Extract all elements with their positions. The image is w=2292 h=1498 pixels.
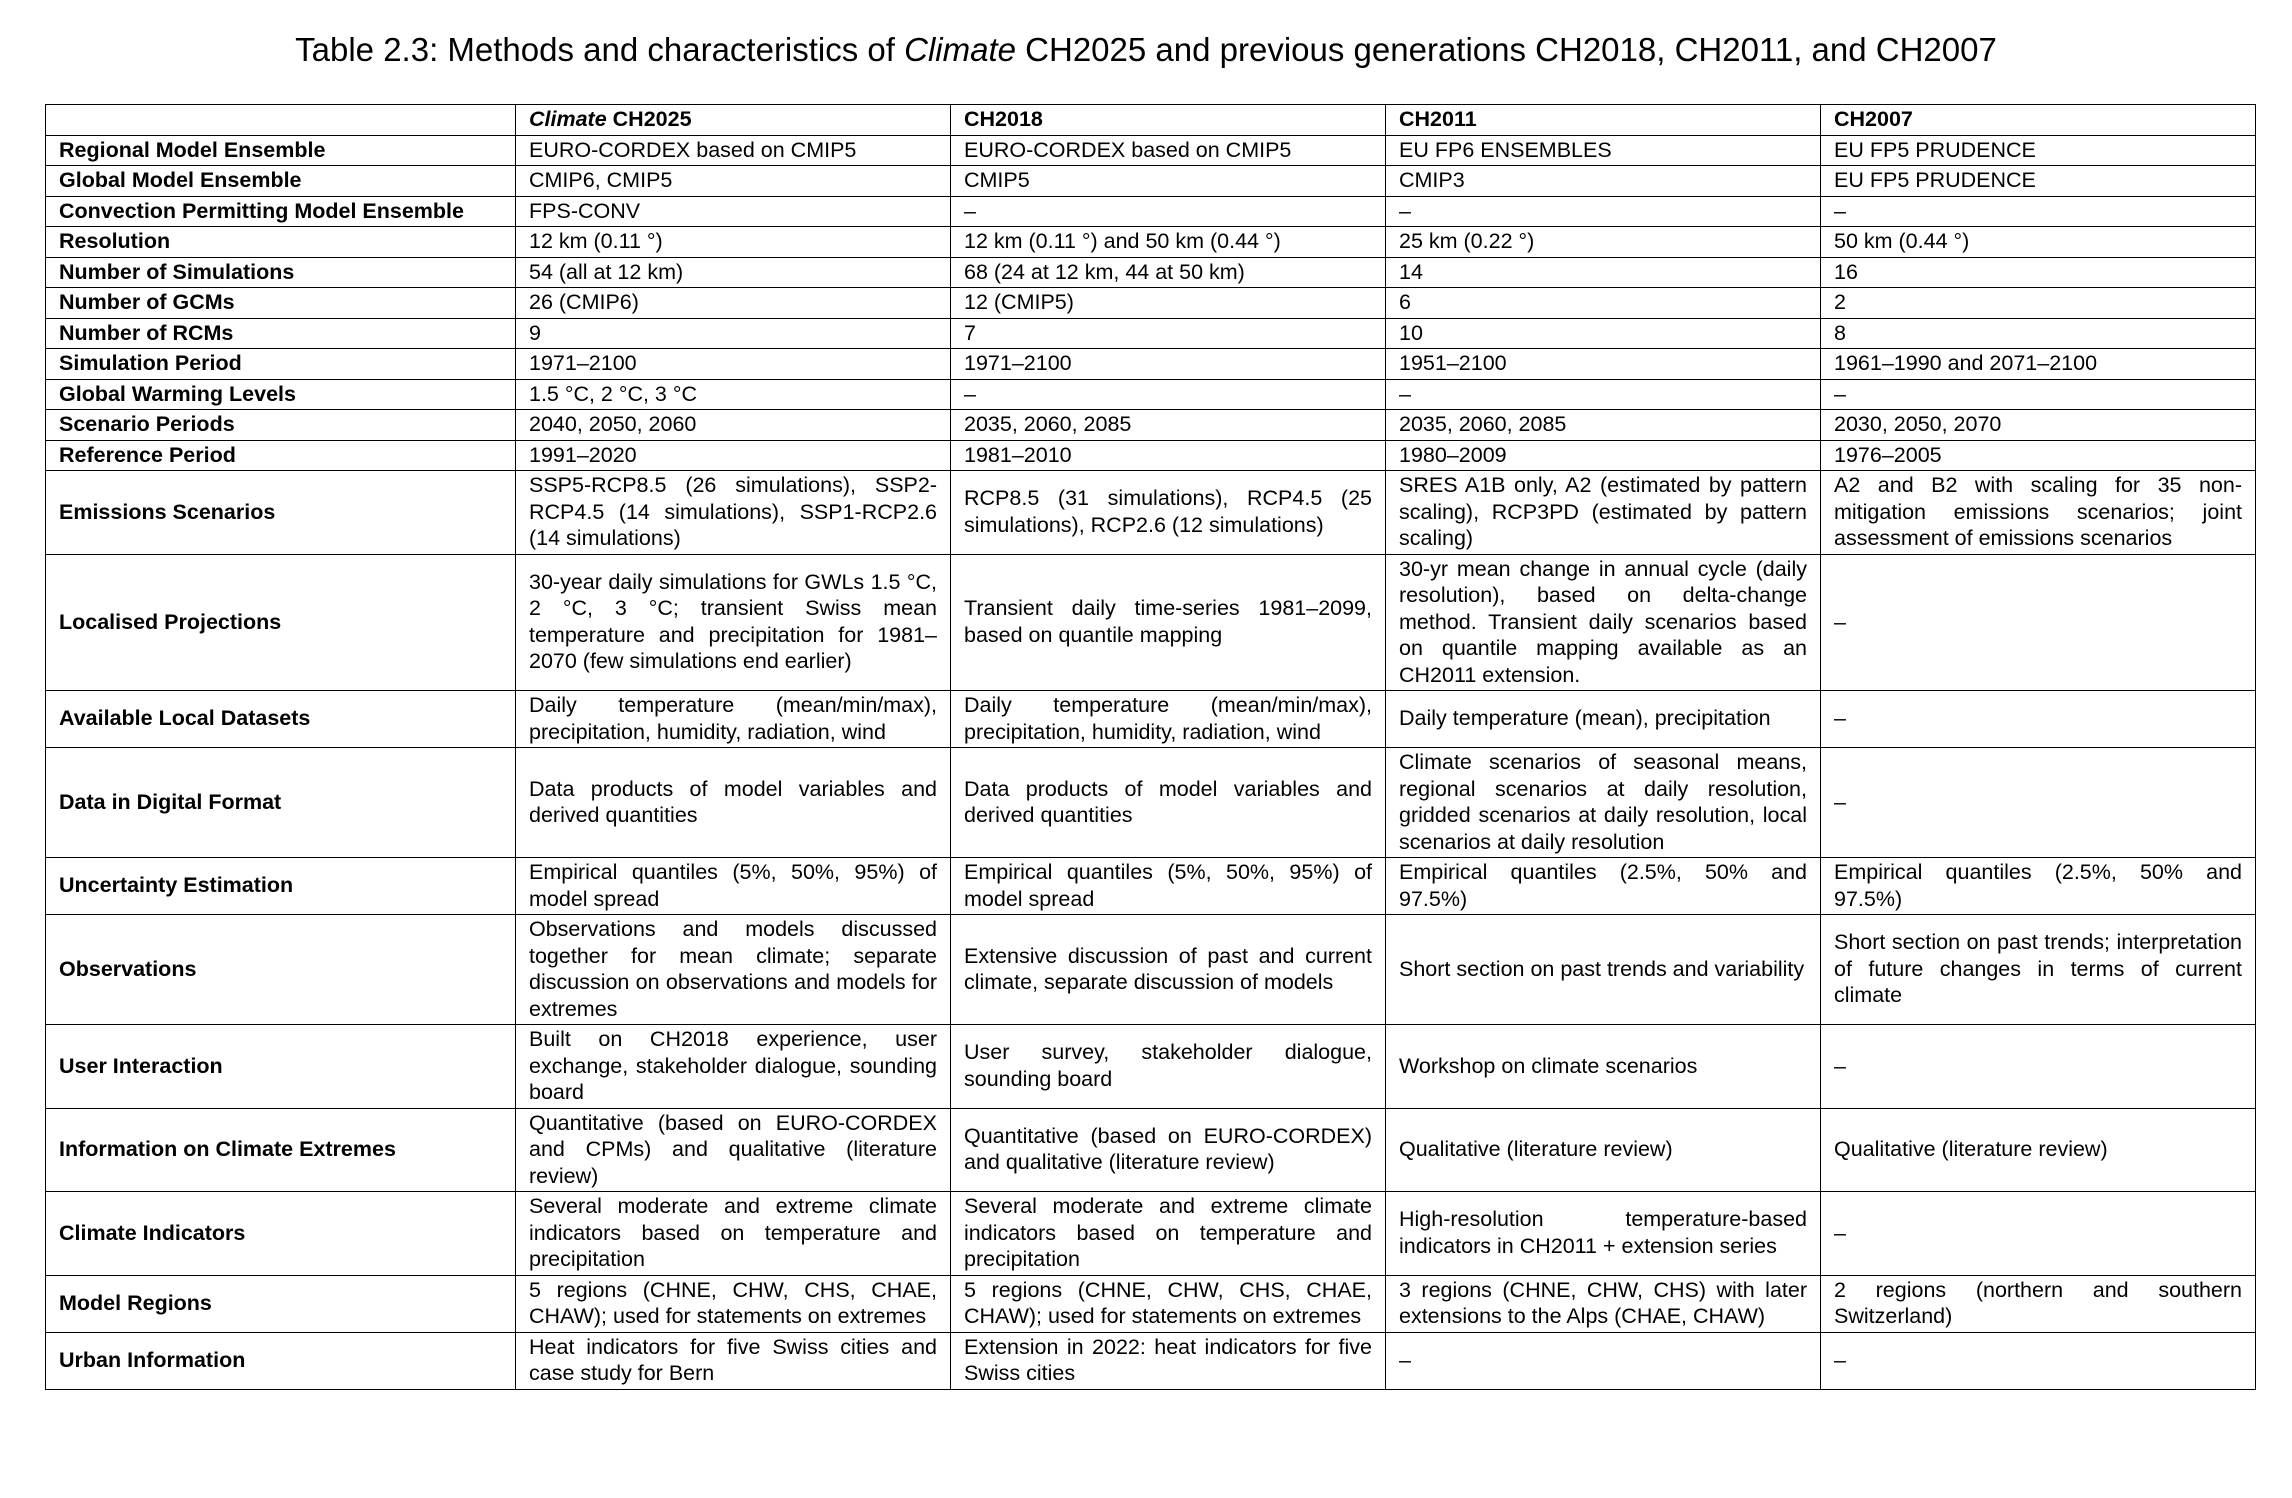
cell-ch2007: Short section on past trends; interpretation of future changes in terms of current climate <box>1821 915 2256 1025</box>
cell-ch2011: 3 regions (CHNE, CHW, CHS) with later extensions to the Alps (CHAE, CHAW) <box>1386 1275 1821 1332</box>
table-caption <box>0 30 2292 70</box>
header-corner-cell <box>46 105 516 136</box>
cell-ch2018: – <box>951 196 1386 227</box>
table-row <box>46 748 2256 858</box>
row-label: Scenario Periods <box>46 410 516 441</box>
table-row <box>46 858 2256 915</box>
cell-ch2007: 1961–1990 and 2071–2100 <box>1821 349 2256 380</box>
row-label: Information on Climate Extremes <box>46 1108 516 1192</box>
cell-ch2007: – <box>1821 1332 2256 1389</box>
cell-ch2007: – <box>1821 1025 2256 1109</box>
cell-ch2025: Quantitative (based on EURO-CORDEX and CPMs) and qualitative (literature review) <box>516 1108 951 1192</box>
cell-ch2018: Extension in 2022: heat indicators for five Swiss cities <box>951 1332 1386 1389</box>
row-label: Global Warming Levels <box>46 379 516 410</box>
cell-ch2007: – <box>1821 691 2256 748</box>
cell-ch2011: Workshop on climate scenarios <box>1386 1025 1821 1109</box>
table-row <box>46 471 2256 555</box>
table-row <box>46 1025 2256 1109</box>
cell-ch2007: 16 <box>1821 257 2256 288</box>
cell-ch2007: 2030, 2050, 2070 <box>1821 410 2256 441</box>
header-rest-part: CH2025 <box>606 107 692 131</box>
row-label: User Interaction <box>46 1025 516 1109</box>
cell-ch2025: EURO-CORDEX based on CMIP5 <box>516 135 951 166</box>
cell-ch2011: 10 <box>1386 318 1821 349</box>
table-row <box>46 1275 2256 1332</box>
table-row <box>46 691 2256 748</box>
table-row <box>46 410 2256 441</box>
cell-ch2011: CMIP3 <box>1386 166 1821 197</box>
table-row <box>46 288 2256 319</box>
table-row <box>46 379 2256 410</box>
row-label: Urban Information <box>46 1332 516 1389</box>
table-body <box>46 135 2256 1389</box>
cell-ch2018: 12 km (0.11 °) and 50 km (0.44 °) <box>951 227 1386 258</box>
header-italic-part: Climate <box>529 107 607 131</box>
cell-ch2018: 68 (24 at 12 km, 44 at 50 km) <box>951 257 1386 288</box>
cell-ch2025: 1991–2020 <box>516 440 951 471</box>
table-row <box>46 1108 2256 1192</box>
header-rest-part: CH2011 <box>1399 107 1477 131</box>
table-row <box>46 349 2256 380</box>
cell-ch2018: RCP8.5 (31 simulations), RCP4.5 (25 simulations), RCP2.6 (12 simulations) <box>951 471 1386 555</box>
cell-ch2018: 2035, 2060, 2085 <box>951 410 1386 441</box>
cell-ch2025: CMIP6, CMIP5 <box>516 166 951 197</box>
cell-ch2007: – <box>1821 748 2256 858</box>
cell-ch2025: Built on CH2018 experience, user exchange, stakeholder dialogue, sounding board <box>516 1025 951 1109</box>
header-rest-part: CH2007 <box>1834 107 1913 131</box>
cell-ch2007: EU FP5 PRUDENCE <box>1821 166 2256 197</box>
table-row <box>46 1332 2256 1389</box>
cell-ch2018: Data products of model variables and derived quantities <box>951 748 1386 858</box>
cell-ch2011: EU FP6 ENSEMBLES <box>1386 135 1821 166</box>
caption-prefix: Table 2.3: Methods and characteristics of <box>295 31 905 68</box>
table-row <box>46 166 2256 197</box>
cell-ch2018: User survey, stakeholder dialogue, sounding board <box>951 1025 1386 1109</box>
cell-ch2011: 30-yr mean change in annual cycle (daily resolution), based on delta-change method. Transient daily scenarios based on quantile mapping available as an CH2011 extension. <box>1386 554 1821 691</box>
table-row <box>46 196 2256 227</box>
row-label: Number of GCMs <box>46 288 516 319</box>
cell-ch2007: 2 <box>1821 288 2256 319</box>
row-label: Number of Simulations <box>46 257 516 288</box>
row-label: Global Model Ensemble <box>46 166 516 197</box>
cell-ch2025: 1971–2100 <box>516 349 951 380</box>
header-rest-part: CH2018 <box>964 107 1043 131</box>
cell-ch2025: SSP5-RCP8.5 (26 simulations), SSP2-RCP4.5 (14 simulations), SSP1-RCP2.6 (14 simulations) <box>516 471 951 555</box>
row-label: Uncertainty Estimation <box>46 858 516 915</box>
cell-ch2018: Extensive discussion of past and current climate, separate discussion of models <box>951 915 1386 1025</box>
header-cell-ch2025 <box>516 105 951 136</box>
cell-ch2025: Data products of model variables and derived quantities <box>516 748 951 858</box>
row-label: Localised Projections <box>46 554 516 691</box>
cell-ch2025: 9 <box>516 318 951 349</box>
cell-ch2011: 6 <box>1386 288 1821 319</box>
cell-ch2011: 2035, 2060, 2085 <box>1386 410 1821 441</box>
cell-ch2018: Empirical quantiles (5%, 50%, 95%) of model spread <box>951 858 1386 915</box>
cell-ch2018: CMIP5 <box>951 166 1386 197</box>
cell-ch2011: – <box>1386 379 1821 410</box>
row-label: Observations <box>46 915 516 1025</box>
cell-ch2018: 1981–2010 <box>951 440 1386 471</box>
row-label: Data in Digital Format <box>46 748 516 858</box>
cell-ch2018: Quantitative (based on EURO-CORDEX) and qualitative (literature review) <box>951 1108 1386 1192</box>
header-cell-ch2007 <box>1821 105 2256 136</box>
cell-ch2007: 2 regions (northern and southern Switzerland) <box>1821 1275 2256 1332</box>
cell-ch2025: 12 km (0.11 °) <box>516 227 951 258</box>
cell-ch2011: SRES A1B only, A2 (estimated by pattern scaling), RCP3PD (estimated by pattern scaling) <box>1386 471 1821 555</box>
cell-ch2025: Observations and models discussed together for mean climate; separate discussion on observations and models for extremes <box>516 915 951 1025</box>
cell-ch2018: 12 (CMIP5) <box>951 288 1386 319</box>
cell-ch2011: Daily temperature (mean), precipitation <box>1386 691 1821 748</box>
cell-ch2007: – <box>1821 196 2256 227</box>
caption-suffix: CH2025 and previous generations CH2018, CH2011, and CH2007 <box>1016 31 1997 68</box>
row-label: Model Regions <box>46 1275 516 1332</box>
cell-ch2011: Empirical quantiles (2.5%, 50% and 97.5%) <box>1386 858 1821 915</box>
cell-ch2011: 14 <box>1386 257 1821 288</box>
cell-ch2025: 2040, 2050, 2060 <box>516 410 951 441</box>
row-label: Number of RCMs <box>46 318 516 349</box>
cell-ch2011: – <box>1386 196 1821 227</box>
row-label: Climate Indicators <box>46 1192 516 1276</box>
cell-ch2018: Several moderate and extreme climate indicators based on temperature and precipitation <box>951 1192 1386 1276</box>
table-row <box>46 227 2256 258</box>
header-row <box>46 105 2256 136</box>
cell-ch2025: Empirical quantiles (5%, 50%, 95%) of model spread <box>516 858 951 915</box>
table-row <box>46 318 2256 349</box>
cell-ch2007: – <box>1821 554 2256 691</box>
cell-ch2018: 7 <box>951 318 1386 349</box>
cell-ch2025: FPS-CONV <box>516 196 951 227</box>
row-label: Simulation Period <box>46 349 516 380</box>
cell-ch2011: 1980–2009 <box>1386 440 1821 471</box>
header-cell-ch2011 <box>1386 105 1821 136</box>
row-label: Available Local Datasets <box>46 691 516 748</box>
cell-ch2018: Daily temperature (mean/min/max), precipitation, humidity, radiation, wind <box>951 691 1386 748</box>
cell-ch2011: Climate scenarios of seasonal means, regional scenarios at daily resolution, gridded scenarios at daily resolution, local scenarios at daily resolution <box>1386 748 1821 858</box>
cell-ch2011: 1951–2100 <box>1386 349 1821 380</box>
cell-ch2025: Several moderate and extreme climate indicators based on temperature and precipitation <box>516 1192 951 1276</box>
cell-ch2011: Qualitative (literature review) <box>1386 1108 1821 1192</box>
cell-ch2018: Transient daily time-series 1981–2099, based on quantile mapping <box>951 554 1386 691</box>
header-cell-ch2018 <box>951 105 1386 136</box>
cell-ch2018: – <box>951 379 1386 410</box>
caption-italic: Climate <box>904 31 1016 68</box>
cell-ch2025: 54 (all at 12 km) <box>516 257 951 288</box>
row-label: Resolution <box>46 227 516 258</box>
cell-ch2025: 5 regions (CHNE, CHW, CHS, CHAE, CHAW); used for statements on extremes <box>516 1275 951 1332</box>
table-row <box>46 554 2256 691</box>
table-row <box>46 1192 2256 1276</box>
cell-ch2007: A2 and B2 with scaling for 35 non-mitigation emissions scenarios; joint assessment of emissions scenarios <box>1821 471 2256 555</box>
row-label: Regional Model Ensemble <box>46 135 516 166</box>
cell-ch2025: 1.5 °C, 2 °C, 3 °C <box>516 379 951 410</box>
cell-ch2025: Heat indicators for five Swiss cities and case study for Bern <box>516 1332 951 1389</box>
cell-ch2018: 5 regions (CHNE, CHW, CHS, CHAE, CHAW); used for statements on extremes <box>951 1275 1386 1332</box>
cell-ch2018: EURO-CORDEX based on CMIP5 <box>951 135 1386 166</box>
cell-ch2025: 26 (CMIP6) <box>516 288 951 319</box>
cell-ch2011: – <box>1386 1332 1821 1389</box>
cell-ch2007: Empirical quantiles (2.5%, 50% and 97.5%) <box>1821 858 2256 915</box>
cell-ch2011: 25 km (0.22 °) <box>1386 227 1821 258</box>
table-row <box>46 257 2256 288</box>
cell-ch2011: High-resolution temperature-based indicators in CH2011 + extension series <box>1386 1192 1821 1276</box>
cell-ch2007: Qualitative (literature review) <box>1821 1108 2256 1192</box>
table-row <box>46 440 2256 471</box>
cell-ch2025: 30-year daily simulations for GWLs 1.5 °C, 2 °C, 3 °C; transient Swiss mean temperature and precipitation for 1981–2070 (few simulations end earlier) <box>516 554 951 691</box>
cell-ch2025: Daily temperature (mean/min/max), precipitation, humidity, radiation, wind <box>516 691 951 748</box>
cell-ch2007: 8 <box>1821 318 2256 349</box>
row-label: Convection Permitting Model Ensemble <box>46 196 516 227</box>
row-label: Emissions Scenarios <box>46 471 516 555</box>
cell-ch2007: 50 km (0.44 °) <box>1821 227 2256 258</box>
cell-ch2007: – <box>1821 379 2256 410</box>
cell-ch2007: EU FP5 PRUDENCE <box>1821 135 2256 166</box>
cell-ch2011: Short section on past trends and variability <box>1386 915 1821 1025</box>
row-label: Reference Period <box>46 440 516 471</box>
cell-ch2018: 1971–2100 <box>951 349 1386 380</box>
table-row <box>46 915 2256 1025</box>
table-row <box>46 135 2256 166</box>
comparison-table <box>45 104 2256 1390</box>
table-head <box>46 105 2256 136</box>
cell-ch2007: 1976–2005 <box>1821 440 2256 471</box>
cell-ch2007: – <box>1821 1192 2256 1276</box>
